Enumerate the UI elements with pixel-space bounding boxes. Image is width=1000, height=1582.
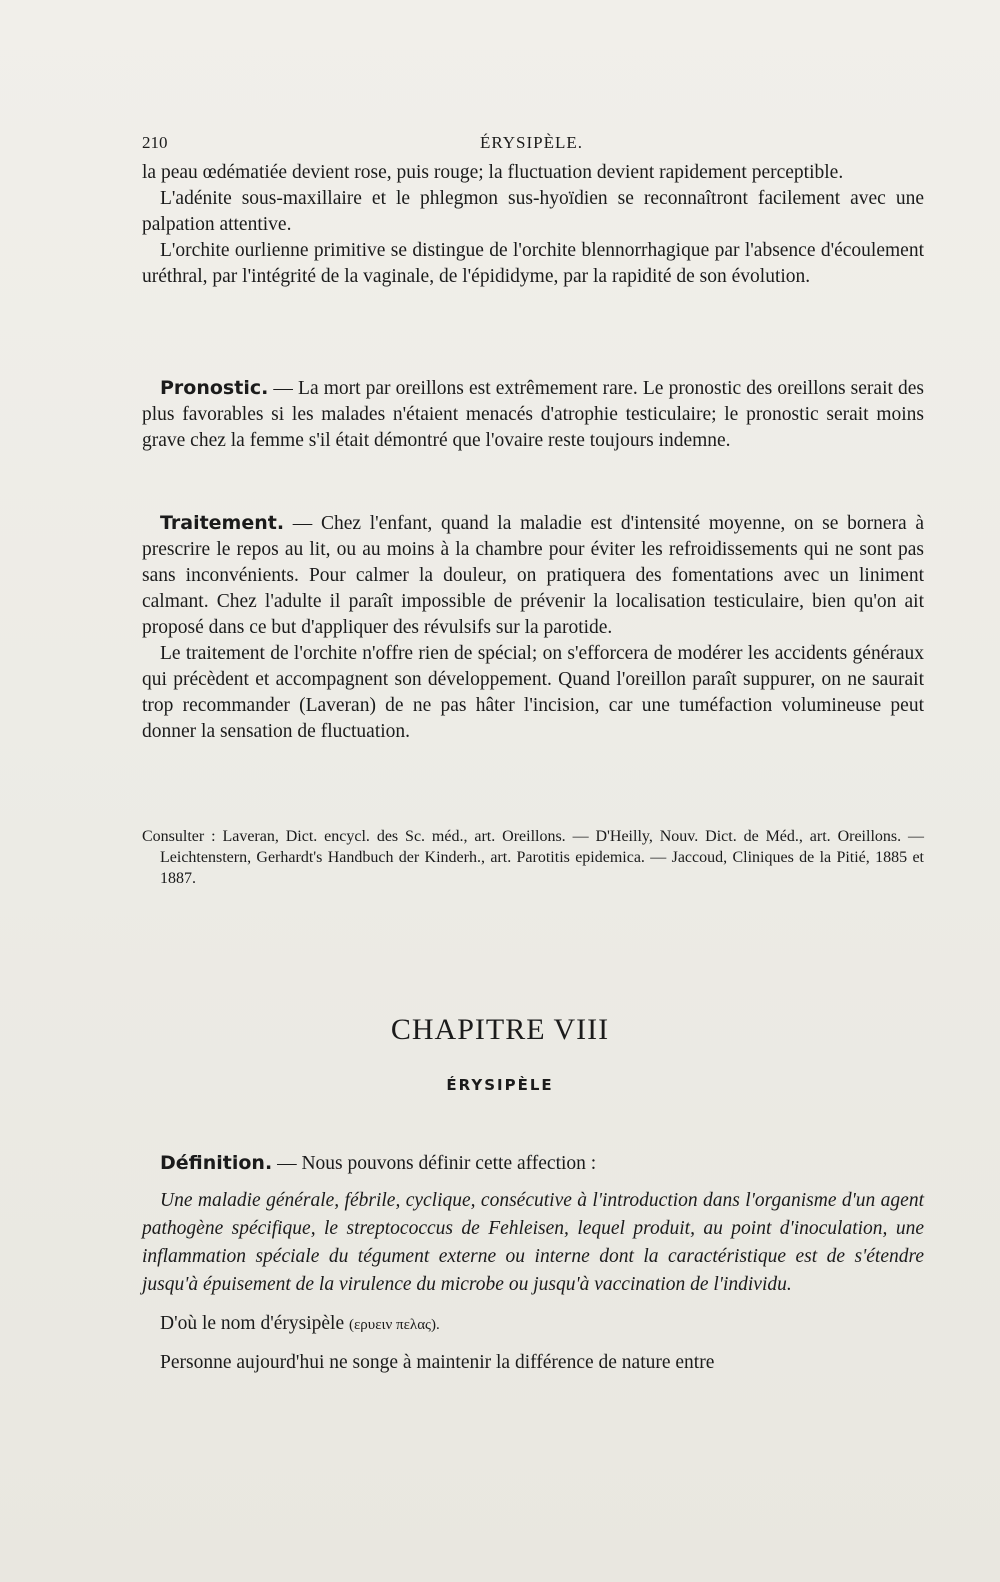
chapter-title: CHAPITRE VIII bbox=[390, 1013, 610, 1046]
section-traitement bbox=[142, 510, 924, 745]
paragraph: Le traitement de l'orchite n'offre rien de spécial; on s'efforcera de modérer les accidents généraux qui précèdent et accompagnent son développement. Quand l'oreillon paraît suppurer, on ne saurait trop recommander (Laveran) de ne pas hâter l'incision, car une tuméfaction volumineuse peut donner la sensation de fluctuation. bbox=[142, 643, 924, 742]
paragraph: la peau œdématiée devient rose, puis rouge; la fluctuation devient rapidement perceptible. bbox=[142, 162, 844, 183]
section-heading: Traitement. bbox=[160, 512, 285, 534]
running-title: ÉRYSIPÈLE. bbox=[480, 133, 584, 152]
page-number: 210 bbox=[142, 133, 168, 152]
paragraph: L'adénite sous-maxillaire et le phlegmon sus-hyoïdien se reconnaîtront facilement avec une palpation attentive. bbox=[142, 188, 924, 235]
section-definition bbox=[142, 1150, 924, 1376]
etymology-text: D'où le nom d'érysipèle bbox=[160, 1313, 349, 1334]
top-paragraphs bbox=[142, 160, 924, 290]
section-pronostic bbox=[142, 375, 924, 454]
section-heading: Pronostic. bbox=[160, 377, 269, 399]
section-text: — La mort par oreillons est extrêmement rare. Le pronostic des oreillons serait des plus favorables si les malades n'étaient menacés d'atrophie testiculaire; le pronostic serait moins grave chez la femme s'il était démontré que l'ovaire reste toujours indemne. bbox=[142, 378, 924, 451]
greek-text: (ερυειν πελας). bbox=[348, 1317, 440, 1333]
section-text: — Nous pouvons définir cette affection : bbox=[272, 1153, 597, 1174]
reference-text: Consulter : Laveran, Dict. encycl. des Sc. méd., art. Oreillons. — D'Heilly, Nouv. Dict. de Méd., art. Oreillons. — Leichtenstern, Gerhardt's Handbuch der Kinderh., art. Parotitis epidemica. — Jaccoud, Cliniques de la Pitié, 1885 et 1887. bbox=[142, 828, 924, 887]
chapter-subtitle: ÉRYSIPÈLE bbox=[446, 1076, 554, 1094]
definition-quote: Une maladie générale, fébrile, cyclique, consécutive à l'introduction dans l'organisme d'un agent pathogène spécifique, le streptococcus de Fehleisen, lequel produit, au point d'inoculation, une inflammation spéciale du tégument externe ou interne dont la caractéristique est de s'étendre jusqu'à épuisement de la virulence du microbe ou jusqu'à vaccination de l'individu. bbox=[142, 1190, 924, 1295]
running-head bbox=[142, 133, 924, 157]
paragraph: L'orchite ourlienne primitive se distingue de l'orchite blennorrhagique par l'absence d'écoulement uréthral, par l'intégrité de la vaginale, de l'épididyme, par la rapidité de son évolution. bbox=[142, 240, 924, 287]
section-text: — Chez l'enfant, quand la maladie est d'intensité moyenne, on se bornera à prescrire le repos au lit, ou au moins à la chambre pour éviter les refroidissements qui ne sont pas sans inconvénients. Pour calmer la douleur, on pratiquera des fomentations avec un liniment calmant. Chez l'adulte il paraît impossible de prévenir la localisation testiculaire, bien qu'on ait proposé dans ce but d'appliquer des révulsifs sur la parotide. bbox=[142, 513, 924, 638]
paragraph: Personne aujourd'hui ne songe à maintenir la différence de nature entre bbox=[160, 1352, 715, 1373]
references bbox=[142, 826, 924, 889]
section-heading: Définition. bbox=[160, 1152, 273, 1174]
